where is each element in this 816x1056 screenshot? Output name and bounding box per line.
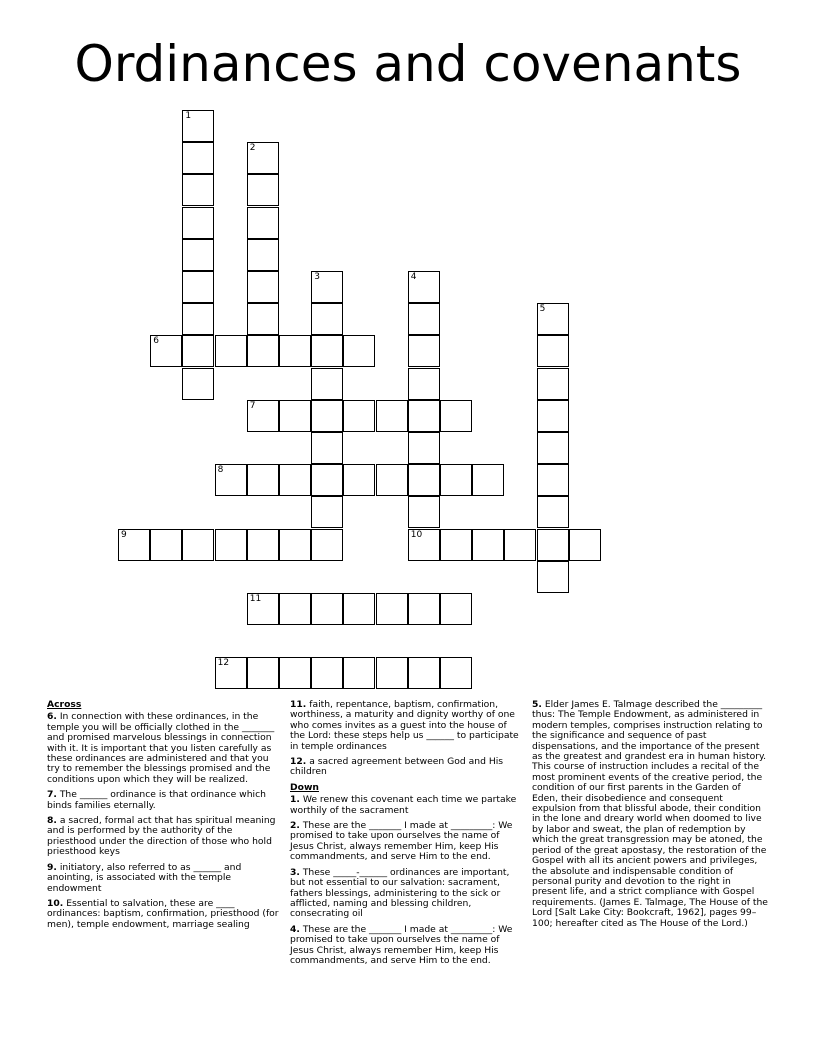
- across-heading: Across: [47, 699, 82, 710]
- grid-cell[interactable]: [537, 561, 569, 593]
- grid-cell[interactable]: [215, 335, 247, 367]
- grid-cell[interactable]: [311, 464, 343, 496]
- grid-cell[interactable]: [279, 593, 311, 625]
- clue-across-6: 6. In connection with these ordinances, in the temple you will be officially clothed in the _______ and promised marvelous blessings in connection with it. It is important that you listen carefully as these ordinances are administered and that you try to remember the blessings promised and the conditions upon which they will be realized.: [47, 711, 275, 785]
- grid-cell[interactable]: [311, 400, 343, 432]
- grid-cell[interactable]: [569, 529, 601, 561]
- grid-cell[interactable]: [440, 657, 472, 689]
- grid-cell[interactable]: [247, 142, 279, 174]
- grid-cell[interactable]: [343, 593, 375, 625]
- grid-cell[interactable]: [408, 303, 440, 335]
- clue-number: 11: [249, 594, 262, 604]
- grid-cell[interactable]: [408, 529, 440, 561]
- grid-cell[interactable]: [472, 464, 504, 496]
- grid-cell[interactable]: [182, 303, 214, 335]
- down-heading: Down: [290, 781, 319, 793]
- grid-cell[interactable]: [376, 593, 408, 625]
- grid-cell[interactable]: [182, 335, 214, 367]
- clue-down-5: 5. Elder James E. Talmage described the _________ thus: The Temple Endowment, as administered in modern temples, comprises instruction relating to the significance and sequence of past dispensations, and the importance of the present as the greatest and grandest era in human history. This course of instruction includes a recital of the most prominent events of the creative period, the condition of our first parents in the Garden of Eden, their disobedience and consequent expulsion from that blissful abode, their condition in the lone and dreary world when doomed to live by labor and sweat, the plan of redemption by which the great transgression may be atoned, the period of the great apostasy, the restoration of the Gospel with all its ancient powers and privileges, the absolute and indispensable condition of personal purity and devotion to the right in present life, and a strict compliance with Gospel requirements. (James E. Talmage, The House of the Lord [Salt Lake City: Bookcraft, 1962], pages 99–100; hereafter cited as The House of the Lord.): [532, 699, 768, 929]
- grid-cell[interactable]: [537, 432, 569, 464]
- grid-cell[interactable]: [311, 303, 343, 335]
- grid-cell[interactable]: [279, 464, 311, 496]
- clue-number: 8: [217, 465, 224, 476]
- grid-cell[interactable]: [537, 303, 569, 335]
- clue-across-10: 10. Essential to salvation, these are ____ ordinances: baptism, confirmation, priesthood (for men), temple endowment, marriage sealing: [47, 897, 279, 930]
- clue-across-12: 12. a sacred agreement between God and His children: [290, 756, 504, 778]
- grid-cell[interactable]: [537, 529, 569, 561]
- grid-cell[interactable]: [408, 657, 440, 689]
- clue-across-8: 8. a sacred, formal act that has spiritual meaning and is performed by the authority of the priesthood under the direction of those who hold priesthood keys: [47, 815, 276, 858]
- clue-number: 5: [539, 304, 546, 315]
- grid-cell[interactable]: [182, 142, 214, 174]
- grid-cell[interactable]: [150, 529, 182, 561]
- grid-cell[interactable]: [343, 400, 375, 432]
- grid-cell[interactable]: [182, 529, 214, 561]
- grid-cell[interactable]: [279, 529, 311, 561]
- grid-cell[interactable]: [215, 529, 247, 561]
- grid-cell[interactable]: [408, 464, 440, 496]
- grid-cell[interactable]: [215, 657, 247, 689]
- grid-cell[interactable]: [247, 174, 279, 206]
- grid-cell[interactable]: [408, 368, 440, 400]
- grid-cell[interactable]: [311, 432, 343, 464]
- clue-number: 1: [185, 111, 192, 121]
- grid-cell[interactable]: [182, 110, 214, 142]
- grid-cell[interactable]: [182, 271, 214, 303]
- grid-cell[interactable]: [537, 400, 569, 432]
- grid-cell[interactable]: [408, 432, 440, 464]
- grid-cell[interactable]: [343, 335, 375, 367]
- clues-column-3: [532, 700, 768, 934]
- grid-cell[interactable]: [537, 496, 569, 528]
- grid-cell[interactable]: [182, 368, 214, 400]
- clue-down-3: 3. These _____-______ ordinances are important, but not essential to our salvation: sacrament, fathers blessings, administering to the sick or afflicted, naming and blessing children, consecrating oil: [290, 866, 510, 920]
- grid-cell[interactable]: [247, 303, 279, 335]
- clue-number: 9: [121, 529, 127, 540]
- clue-number: 12: [217, 658, 230, 669]
- clue-number: 2: [249, 143, 256, 154]
- grid-cell[interactable]: [247, 593, 279, 625]
- grid-cell[interactable]: [247, 464, 279, 496]
- clue-down-4: 4. These are the _______ I made at _________: We promised to take upon ourselves the name of Jesus Christ, always remember Him, keep His commandments, and serve Him to the end.: [290, 923, 513, 966]
- clue-number: 6: [153, 336, 159, 347]
- grid-cell[interactable]: [472, 529, 504, 561]
- grid-cell[interactable]: [247, 529, 279, 561]
- grid-cell[interactable]: [150, 335, 182, 367]
- clue-across-11: 11. faith, repentance, baptism, confirmation, worthiness, a maturity and dignity worthy of one who comes invites as a guest into the house of the Lord: these steps help us ______ to participate in temple ordinances: [290, 699, 519, 752]
- clue-number: 10: [410, 529, 423, 540]
- grid-cell[interactable]: [215, 464, 247, 496]
- grid-cell[interactable]: [247, 400, 279, 432]
- grid-cell[interactable]: [311, 368, 343, 400]
- clue-down-2: 2. These are the _______ I made at _________: We promised to take upon ourselves the name of Jesus Christ, always remember Him, keep His commandments, and serve Him to the end.: [290, 820, 513, 863]
- grid-cell[interactable]: [247, 239, 279, 271]
- grid-cell[interactable]: [247, 335, 279, 367]
- grid-cell[interactable]: [247, 271, 279, 303]
- grid-cell[interactable]: [440, 464, 472, 496]
- clues-column-2: [290, 700, 522, 971]
- grid-cell[interactable]: [440, 400, 472, 432]
- grid-cell[interactable]: [376, 464, 408, 496]
- grid-cell[interactable]: [311, 657, 343, 689]
- clue-down-1: 1. We renew this covenant each time we partake worthily of the sacrament: [290, 794, 517, 816]
- grid-cell[interactable]: [343, 464, 375, 496]
- clue-across-9: 9. initiatory, also referred to as ______ and anointing, is associated with the temple endowment: [47, 861, 242, 894]
- grid-cell[interactable]: [537, 368, 569, 400]
- grid-cell[interactable]: [182, 239, 214, 271]
- clue-number: 3: [314, 272, 320, 282]
- grid-cell[interactable]: [440, 593, 472, 625]
- grid-cell[interactable]: [440, 529, 472, 561]
- grid-cell[interactable]: [279, 400, 311, 432]
- grid-cell[interactable]: [504, 529, 536, 561]
- grid-cell[interactable]: [376, 400, 408, 432]
- grid-cell[interactable]: [311, 529, 343, 561]
- grid-cell[interactable]: [247, 657, 279, 689]
- grid-cell[interactable]: [182, 174, 214, 206]
- grid-cell[interactable]: [343, 657, 375, 689]
- puzzle-title: Ordinances and covenants: [74, 35, 742, 93]
- grid-cell[interactable]: [376, 657, 408, 689]
- grid-cell[interactable]: [311, 335, 343, 367]
- grid-cell[interactable]: [311, 271, 343, 303]
- clue-number: 7: [249, 400, 256, 411]
- grid-cell[interactable]: [408, 496, 440, 528]
- grid-cell[interactable]: [247, 207, 279, 239]
- grid-cell[interactable]: [537, 464, 569, 496]
- grid-cell[interactable]: [408, 335, 440, 367]
- grid-cell[interactable]: [408, 593, 440, 625]
- grid-cell[interactable]: [311, 593, 343, 625]
- grid-cell[interactable]: [279, 657, 311, 689]
- grid-cell[interactable]: [311, 496, 343, 528]
- grid-cell[interactable]: [182, 207, 214, 239]
- clue-number: 4: [410, 272, 417, 282]
- grid-cell[interactable]: [537, 335, 569, 367]
- grid-cell[interactable]: [408, 400, 440, 432]
- clue-across-7: 7. The ______ ordinance is that ordinance which binds families eternally.: [47, 789, 266, 811]
- grid-cell[interactable]: [408, 271, 440, 303]
- grid-cell[interactable]: [118, 529, 150, 561]
- grid-cell[interactable]: [279, 335, 311, 367]
- clues-column-1: [47, 700, 279, 935]
